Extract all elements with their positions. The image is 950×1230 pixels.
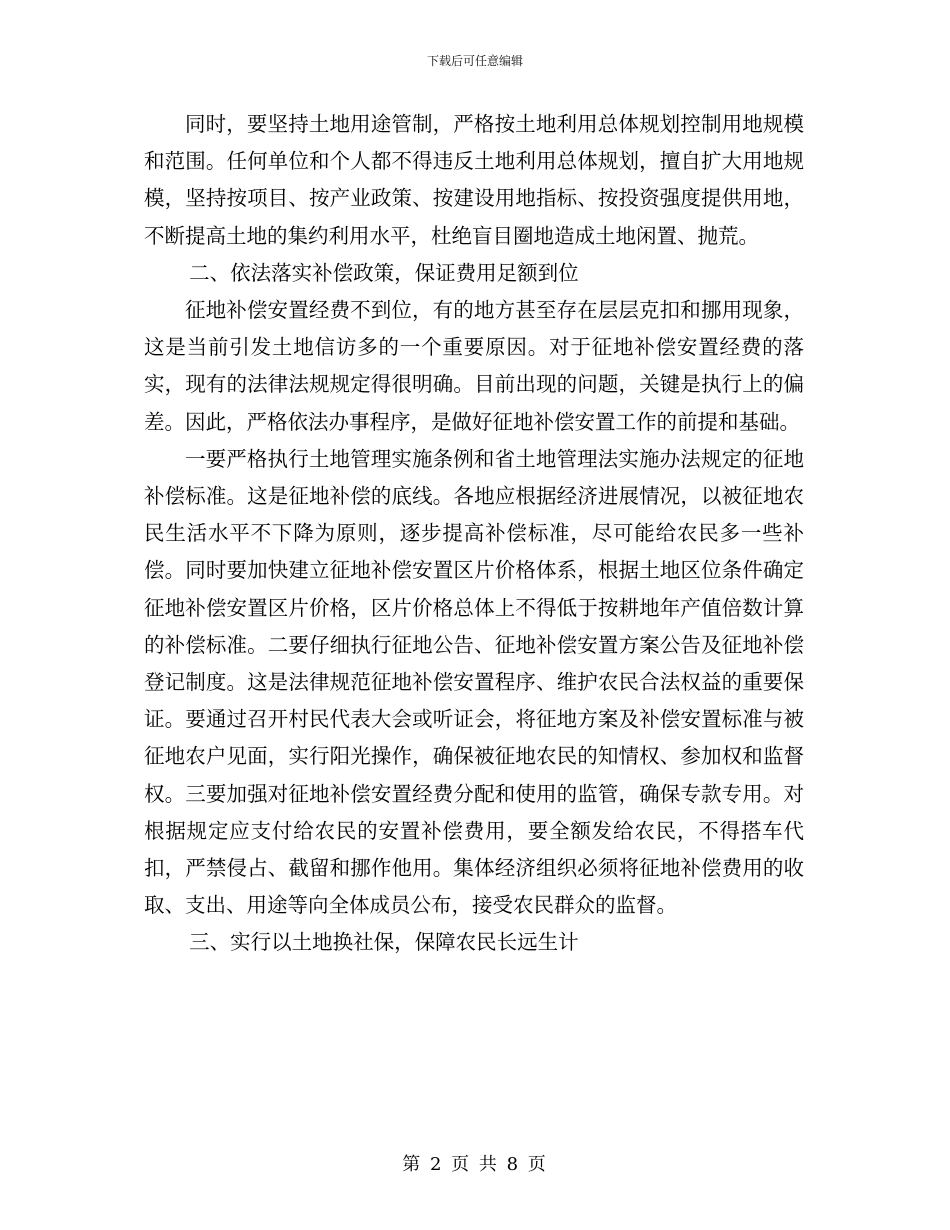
page-number: 第 2 页 共 8 页 — [402, 1154, 548, 1175]
section-heading-social-security: 三、实行以土地换社保，保障农民长远生计 — [189, 930, 579, 955]
paragraph-compensation-measures: 一要严格执行土地管理实施条例和省土地管理法实施办法规定的征地补偿标准。这是征地补偿的底线。各地应根据经济进展情况，以被征地农民生活水平不下降为原则，逐步提高补偿标准，尽可能给农民多一些补偿。同时要加快建立征地补偿安置区片价格体系，根据土地区位条件确定征地补偿安置区片价格，区片价格总体上不得低于按耕地年产值倍数计算的补偿标准。二要仔细执行征地公告、征地补偿安置方案公告及征地补偿登记制度。这是法律规范征地补偿安置程序、维护农民合法权益的重要保证。要通过召开村民代表大会或听证会，将征地方案及补偿安置标准与被征地农户见面，实行阳光操作，确保被征地农民的知情权、参加权和监督权。三要加强对征地补偿安置经费分配和使用的监管，确保专款专用。对根据规定应支付给农民的安置补偿费用，要全额发给农民，不得搭车代扣，严禁侵占、截留和挪作他用。集体经济组织必须将征地补偿费用的收取、支出、用途等向全体成员公布，接受农民群众的监督。 — [144, 446, 804, 918]
paragraph-land-use-control: 同时，要坚持土地用途管制，严格按土地利用总体规划控制用地规模和范围。任何单位和个人都不得违反土地利用总体规划，擅自扩大用地规模，坚持按项目、按产业政策、按建设用地指标、按投资强度提供用地，不断提高土地的集约利用水平，杜绝盲目圈地造成土地闲置、抛荒。 — [144, 112, 804, 248]
section-heading-compensation: 二、依法落实补偿政策，保证费用足额到位 — [189, 260, 579, 285]
page-header: 下载后可任意编辑 — [426, 54, 523, 68]
document-body — [144, 106, 804, 962]
paragraph-compensation-funds: 征地补偿安置经费不到位，有的地方甚至存在层层克扣和挪用现象，这是当前引发土地信访多的一个重要原因。对于征地补偿安置经费的落实，现有的法律法规规定得很明确。目前出现的问题，关键是执行上的偏差。因此，严格依法办事程序，是做好征地补偿安置工作的前提和基础。 — [144, 298, 804, 434]
